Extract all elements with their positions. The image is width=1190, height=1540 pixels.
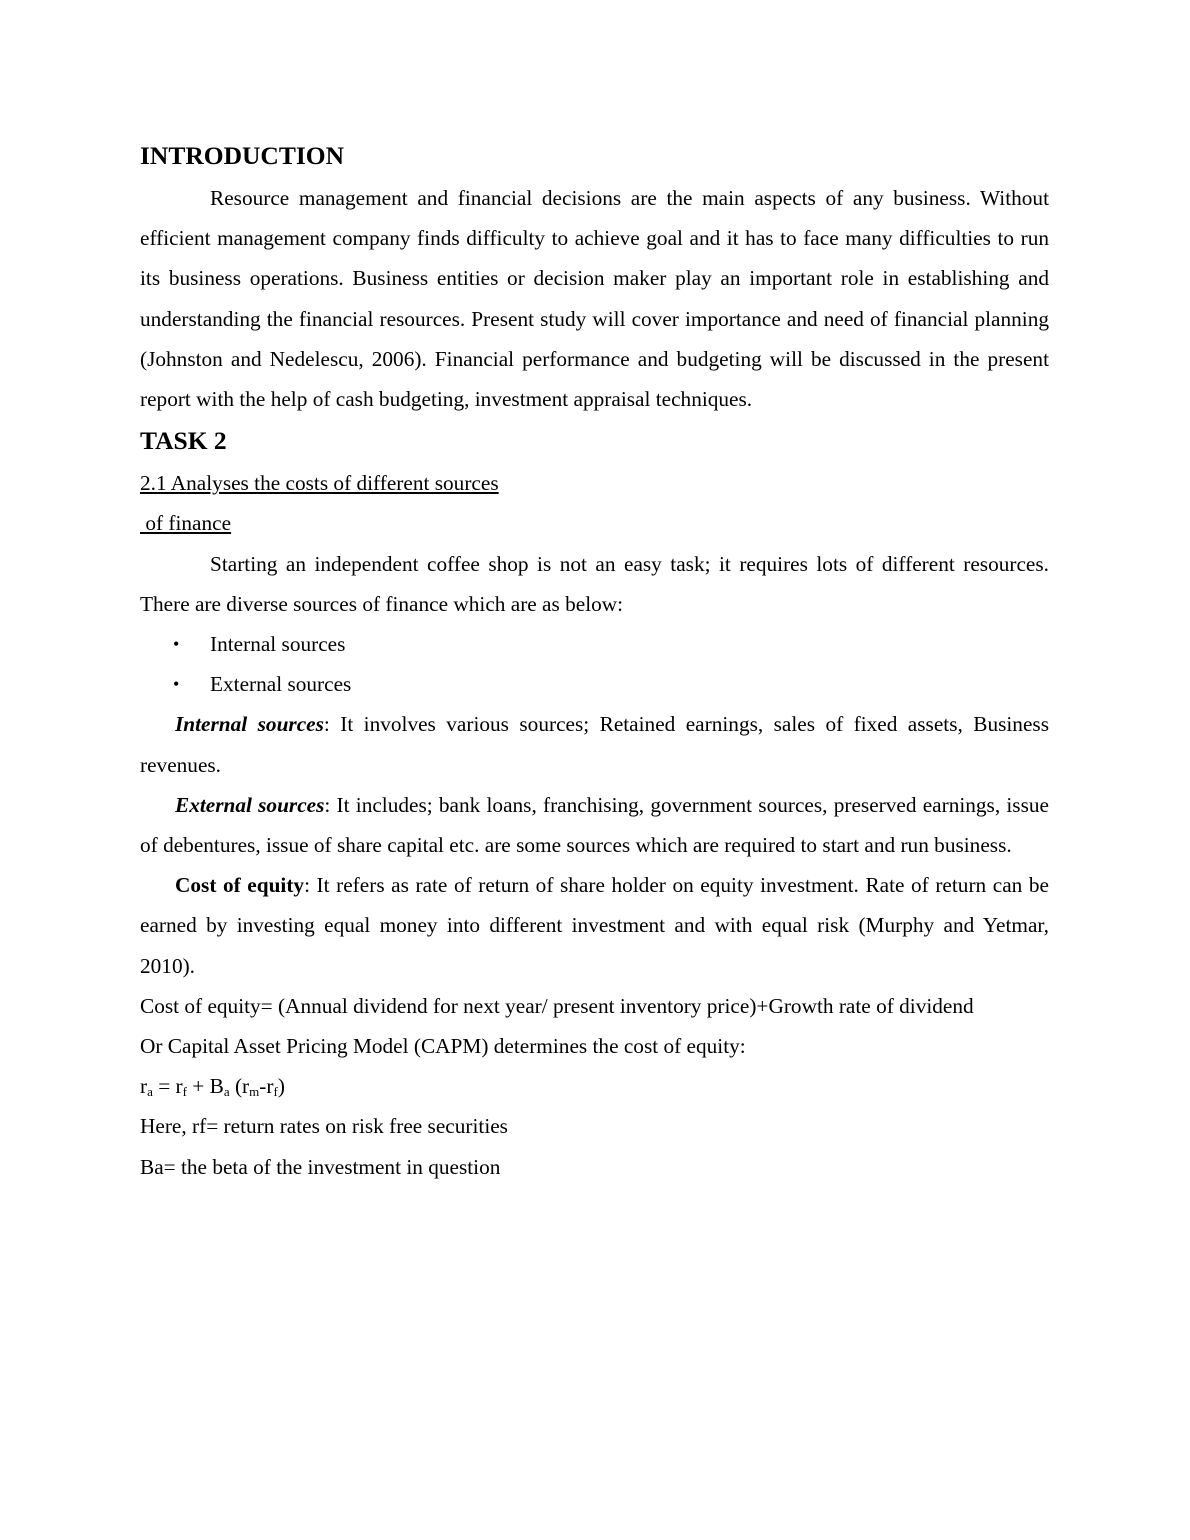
formula-subscript: f bbox=[273, 1084, 278, 1100]
document-page bbox=[140, 138, 1049, 1187]
task2-heading: TASK 2 bbox=[140, 426, 227, 456]
list-item bbox=[140, 624, 1049, 664]
internal-sources-text: : It involves various sources; Retained earnings, sales of fixed assets, Business revenues. bbox=[140, 712, 1049, 777]
cost-of-equity-paragraph bbox=[140, 865, 1049, 986]
capm-intro-line: Or Capital Asset Pricing Model (CAPM) determines the cost of equity: bbox=[140, 1034, 746, 1059]
formula-term: ) bbox=[277, 1074, 285, 1099]
definition-rf: Here, rf= return rates on risk free securities bbox=[140, 1114, 508, 1139]
cost-of-equity-text: : It refers as rate of return of share holder on equity investment. Rate of return can be earned by investing equal money into different investment and with equal risk (Murphy and Yetmar, 2010). bbox=[140, 873, 1049, 978]
sources-intro-paragraph: Starting an independent coffee shop is not an easy task; it requires lots of different resources. There are diverse sources of finance which are as below: bbox=[140, 551, 1049, 616]
section-2-1-heading-line1: 2.1 Analyses the costs of different sources bbox=[140, 471, 499, 496]
formula-subscript: a bbox=[147, 1084, 153, 1100]
capm-formula bbox=[140, 1066, 1049, 1106]
list-item bbox=[140, 664, 1049, 704]
internal-sources-term: Internal sources bbox=[175, 712, 324, 737]
formula-term: + B bbox=[186, 1074, 224, 1099]
formula-subscript: a bbox=[223, 1084, 230, 1100]
formula-term: -r bbox=[259, 1074, 274, 1099]
list-item-label: Internal sources bbox=[210, 632, 346, 657]
external-sources-text: : It includes; bank loans, franchising, government sources, preserved earnings, issue of debentures, issue of share capital etc. are some sources which are required to start and run business. bbox=[140, 792, 1049, 858]
cost-of-equity-formula: Cost of equity= (Annual dividend for next year/ present inventory price)+Growth rate of dividend bbox=[140, 993, 974, 1018]
introduction-heading: INTRODUCTION bbox=[140, 141, 345, 170]
introduction-paragraph: Resource management and financial decisions are the main aspects of any business. Without efficient management company finds difficulty to achieve goal and it has to face many difficulties to run its business operations. Business entities or decision maker play an important role in establishing and understanding the financial resources. Present study will cover importance and need of financial planning (Johnston and Nedelescu, 2006). Financial performance and budgeting will be discussed in the present report with the help of cash budgeting, investment appraisal techniques. bbox=[140, 186, 1049, 412]
definition-ba: Ba= the beta of the investment in question bbox=[140, 1154, 501, 1179]
formula-term: (r bbox=[229, 1074, 250, 1099]
external-sources-paragraph bbox=[140, 785, 1049, 865]
section-2-1-heading-line2-wrap bbox=[140, 503, 1049, 543]
list-item-label: External sources bbox=[210, 672, 352, 697]
formula-subscript: m bbox=[249, 1084, 260, 1100]
external-sources-term: External sources bbox=[175, 792, 325, 817]
cost-of-equity-term: Cost of equity bbox=[175, 873, 305, 898]
bullet-icon: • bbox=[173, 634, 180, 655]
bullet-icon: • bbox=[173, 674, 180, 695]
internal-sources-paragraph bbox=[140, 704, 1049, 784]
formula-term: = r bbox=[152, 1074, 183, 1099]
formula-term: r bbox=[140, 1074, 148, 1099]
formula-subscript: f bbox=[182, 1084, 187, 1100]
sources-bullet-list bbox=[140, 624, 1049, 704]
section-2-1-heading-line2: of finance bbox=[140, 511, 232, 536]
